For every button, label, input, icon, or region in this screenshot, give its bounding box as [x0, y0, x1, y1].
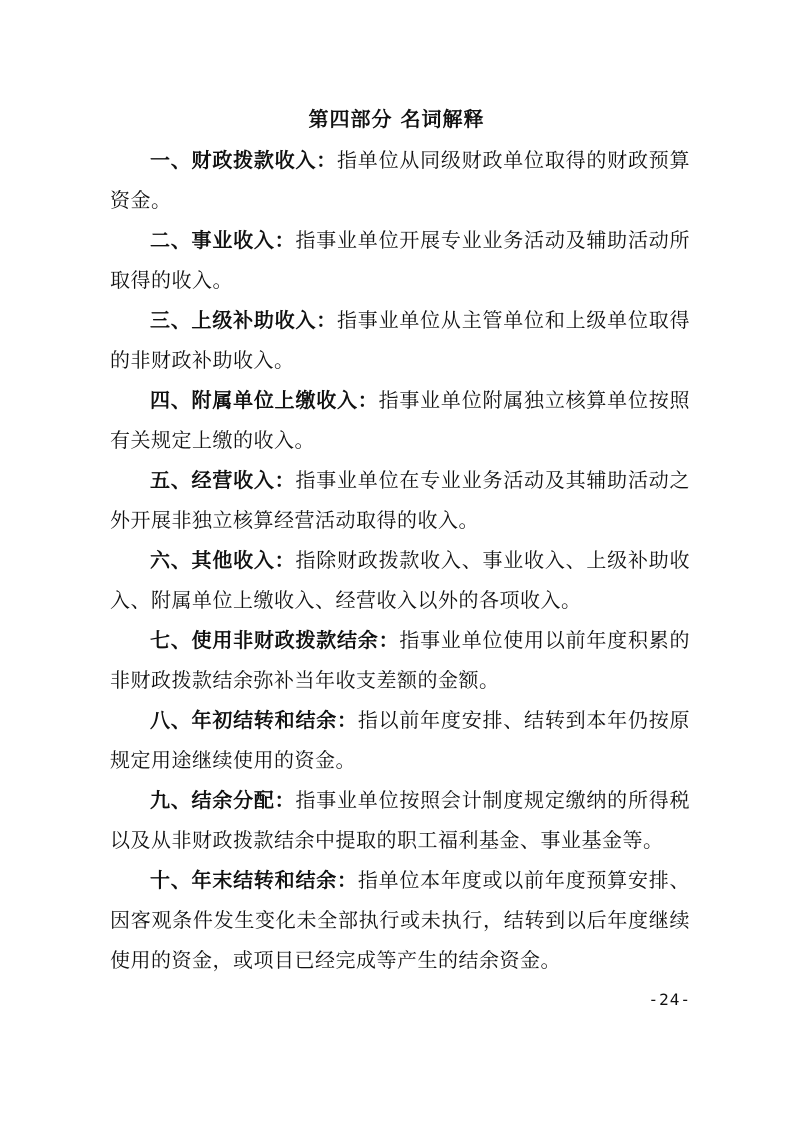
glossary-definition: 指事业单位从主管单位和上级单位取得的非财政补助收入。 — [110, 308, 691, 372]
page-number: -24- — [648, 990, 691, 1009]
glossary-definition: 指事业单位使用以前年度积累的非财政拨款结余弥补当年收支差额的金额。 — [110, 628, 691, 692]
glossary-entry — [110, 220, 690, 300]
glossary-definition: 指除财政拨款收入、事业收入、上级补助收入、附属单位上缴收入、经营收入以外的各项收入。 — [110, 548, 691, 612]
glossary-term: 十、年末结转和结余： — [150, 868, 358, 892]
glossary-term: 七、使用非财政拨款结余： — [150, 628, 400, 652]
glossary-term: 八、年初结转和结余： — [150, 708, 358, 732]
glossary-entry — [110, 300, 690, 380]
glossary-entry — [110, 460, 690, 540]
glossary-definition: 指事业单位按照会计制度规定缴纳的所得税以及从非财政拨款结余中提取的职工福利基金、事业基金等。 — [110, 788, 691, 852]
glossary-definition: 指事业单位在专业业务活动及其辅助活动之外开展非独立核算经营活动取得的收入。 — [110, 468, 691, 532]
glossary-entry — [110, 380, 690, 460]
glossary-entry — [110, 860, 690, 980]
glossary-entry — [110, 780, 690, 860]
glossary-definition: 指事业单位开展专业业务活动及辅助活动所取得的收入。 — [110, 228, 691, 292]
page-title: 第四部分 名词解释 — [308, 107, 485, 131]
glossary-list — [110, 140, 690, 980]
glossary-definition: 指事业单位附属独立核算单位按照有关规定上缴的收入。 — [110, 388, 691, 452]
glossary-entry — [110, 540, 690, 620]
glossary-definition: 指单位本年度或以前年度预算安排、因客观条件发生变化未全部执行或未执行，结转到以后年度继续使用的资金，或项目已经完成等产生的结余资金。 — [110, 868, 691, 972]
glossary-term: 六、其他收入： — [150, 548, 296, 572]
glossary-definition: 指单位从同级财政单位取得的财政预算资金。 — [110, 148, 691, 212]
glossary-term: 四、附属单位上缴收入： — [150, 388, 379, 412]
glossary-term: 一、财政拨款收入： — [150, 148, 338, 172]
glossary-term: 五、经营收入： — [150, 468, 296, 492]
glossary-entry — [110, 140, 690, 220]
glossary-term: 三、上级补助收入： — [150, 308, 338, 332]
glossary-entry — [110, 700, 690, 780]
glossary-definition: 指以前年度安排、结转到本年仍按原规定用途继续使用的资金。 — [110, 708, 691, 772]
glossary-term: 二、事业收入： — [150, 228, 296, 252]
glossary-term: 九、结余分配： — [150, 788, 296, 812]
glossary-entry — [110, 620, 690, 700]
